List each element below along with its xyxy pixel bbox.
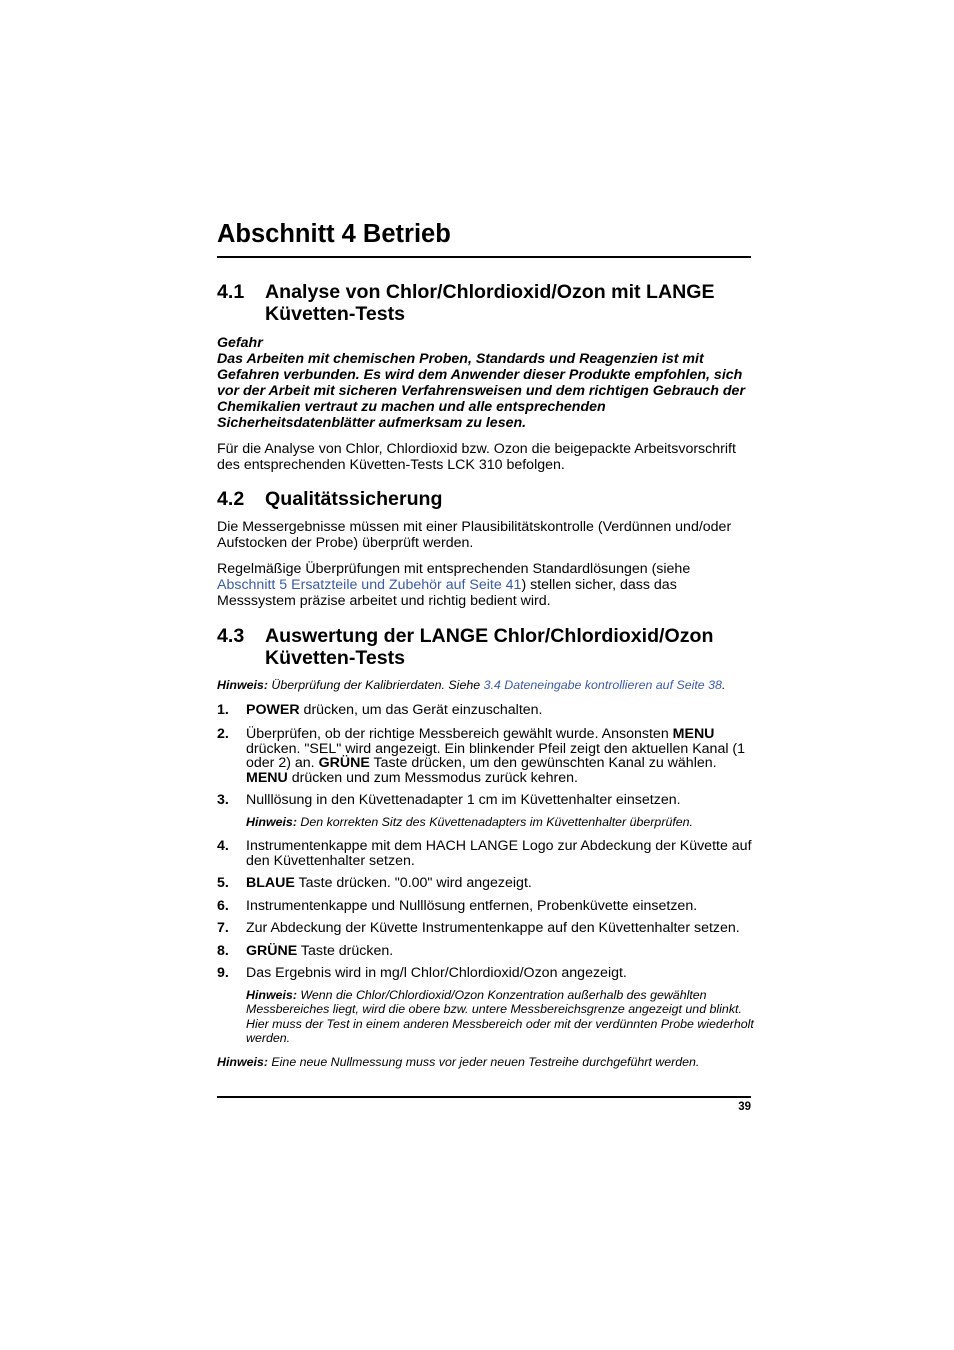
step-text-part: Taste drücken. [297,943,394,959]
step-text: Instrumentenkappe mit dem HACH LANGE Logo zur Abdeckung der Küvette auf den Küvettenhalter setzen. [246,838,752,869]
danger-label: Gefahr [217,335,263,351]
step-number: 9. [217,965,229,981]
step-number: 5. [217,875,229,891]
list-item [217,899,757,914]
note-label: Hinweis: [217,1055,268,1069]
note-text: Den korrekten Sitz des Küvettenadapters im Küvettenhalter überprüfen. [300,814,693,829]
step-text-part: Taste drücken. "0.00" wird angezeigt. [294,875,532,891]
chapter-title: Abschnitt 4 Betrieb [217,220,451,248]
step-text-part: drücken und zum Messmodus zurück kehren. [287,769,578,786]
key-name: MENU [246,769,288,786]
key-name: GRÜNE [246,943,298,959]
list-item [217,839,757,868]
step-text: Nulllösung in den Küvettenadapter 1 cm im Küvettenhalter einsetzen. [246,792,681,808]
step-text: Zur Abdeckung der Küvette Instrumentenkappe auf den Küvettenhalter setzen. [246,920,740,936]
section-number: 4.1 [217,281,245,303]
paragraph-text: ) stellen sicher, dass das Messsystem präzise arbeitet und richtig bedient wird. [217,577,677,609]
note-text: . [721,678,726,692]
key-name: GRÜNE [318,755,370,771]
list-item [217,793,757,829]
step-number: 8. [217,943,229,959]
section-title: Qualitätssicherung [265,488,443,510]
section-title: Analyse von Chlor/Chlordioxid/Ozon mit LANGE Küvetten-Tests [265,281,715,325]
paragraph-text: Regelmäßige Überprüfungen mit entsprechenden Standardlösungen (siehe [217,561,691,577]
note-label: Hinweis: [246,814,297,829]
note-label: Hinweis: [217,678,268,692]
cross-reference-link[interactable]: Abschnitt 5 Ersatzteile und Zubehör auf Seite 41 [217,577,522,593]
step-text [246,703,757,718]
step-text-part: drücken. "SEL" wird angezeigt. Ein blinkender Pfeil zeigt den aktuellen Kanal (1 oder 2) an. [246,740,746,771]
step-number: 1. [217,702,229,718]
paragraph: Die Messergebnisse müssen mit einer Plausibilitätskontrolle (Verdünnen und/oder Aufstocken der Probe) überprüft werden. [217,519,732,551]
cross-reference-link[interactable]: 3.4 Dateneingabe kontrollieren auf Seite 38 [483,678,722,692]
step-text-part: Taste drücken, um den gewünschten Kanal zu wählen. [369,755,717,771]
note-text: Überprüfung der Kalibrierdaten. Siehe [271,678,481,692]
paragraph-with-link [217,561,757,609]
page-number: 39 [738,1101,751,1113]
step-text-part: Überprüfen, ob der richtige Messbereich gewählt wurde. Ansonsten [246,726,673,742]
list-item [217,966,757,1046]
footer-rule [217,1096,751,1098]
step-number: 2. [217,726,229,742]
note-text: Eine neue Nullmessung muss vor jeder neuen Testreihe durchgeführt werden. [271,1055,700,1069]
note [217,678,757,693]
section-4-3-heading [217,625,751,669]
final-note [217,1055,757,1070]
step-note [246,988,757,1046]
list-item [217,727,757,785]
key-name: BLAUE [246,875,295,891]
list-item [217,876,757,891]
list-item [217,703,757,718]
list-item [217,944,757,959]
danger-text: Das Arbeiten mit chemischen Proben, Standards und Reagenzien ist mit Gefahren verbunden. Es wird dem Anwender dieser Produkte empfohlen, sich vor der Arbeit mit sicheren Verfahrensweisen und dem richtigen Gebrauch der Chemikalien vertraut zu machen und alle entsprechenden Sicherheitsdatenblätter aufmerksam zu lesen. [217,351,745,431]
step-text-part: drücken, um das Gerät einzuschalten. [299,702,543,718]
section-4-1-heading [217,281,751,325]
note-text: Wenn die Chlor/Chlordioxid/Ozon Konzentration außerhalb des gewählten Messbereiches liegt, wird die obere bzw. untere Messbereichsgrenze angezeigt und blinkt. Hier muss der Test in einem anderen Messbereich oder mit der verdünnten Probe wiederholt werden. [246,987,754,1045]
key-name: POWER [246,702,300,718]
step-text [246,876,757,891]
paragraph: Für die Analyse von Chlor, Chlordioxid bzw. Ozon die beigepackte Arbeitsvorschrift des entsprechenden Küvetten-Tests LCK 310 befolgen. [217,441,736,473]
step-number: 6. [217,898,229,914]
key-name: MENU [672,726,715,742]
step-number: 3. [217,792,229,808]
chapter-rule [217,256,751,258]
step-text: Das Ergebnis wird in mg/l Chlor/Chlordioxid/Ozon angezeigt. [246,965,627,981]
step-note [246,815,757,830]
step-text [246,944,757,959]
section-number: 4.3 [217,625,245,647]
step-number: 4. [217,838,229,854]
note-label: Hinweis: [246,987,297,1002]
list-item [217,921,757,936]
step-text: Instrumentenkappe und Nulllösung entfernen, Probenküvette einsetzen. [246,898,698,914]
section-4-2-heading [217,488,751,510]
section-title: Auswertung der LANGE Chlor/Chlordioxid/Ozon Küvetten-Tests [265,625,714,669]
section-number: 4.2 [217,488,245,510]
step-number: 7. [217,920,229,936]
step-text [246,727,757,785]
